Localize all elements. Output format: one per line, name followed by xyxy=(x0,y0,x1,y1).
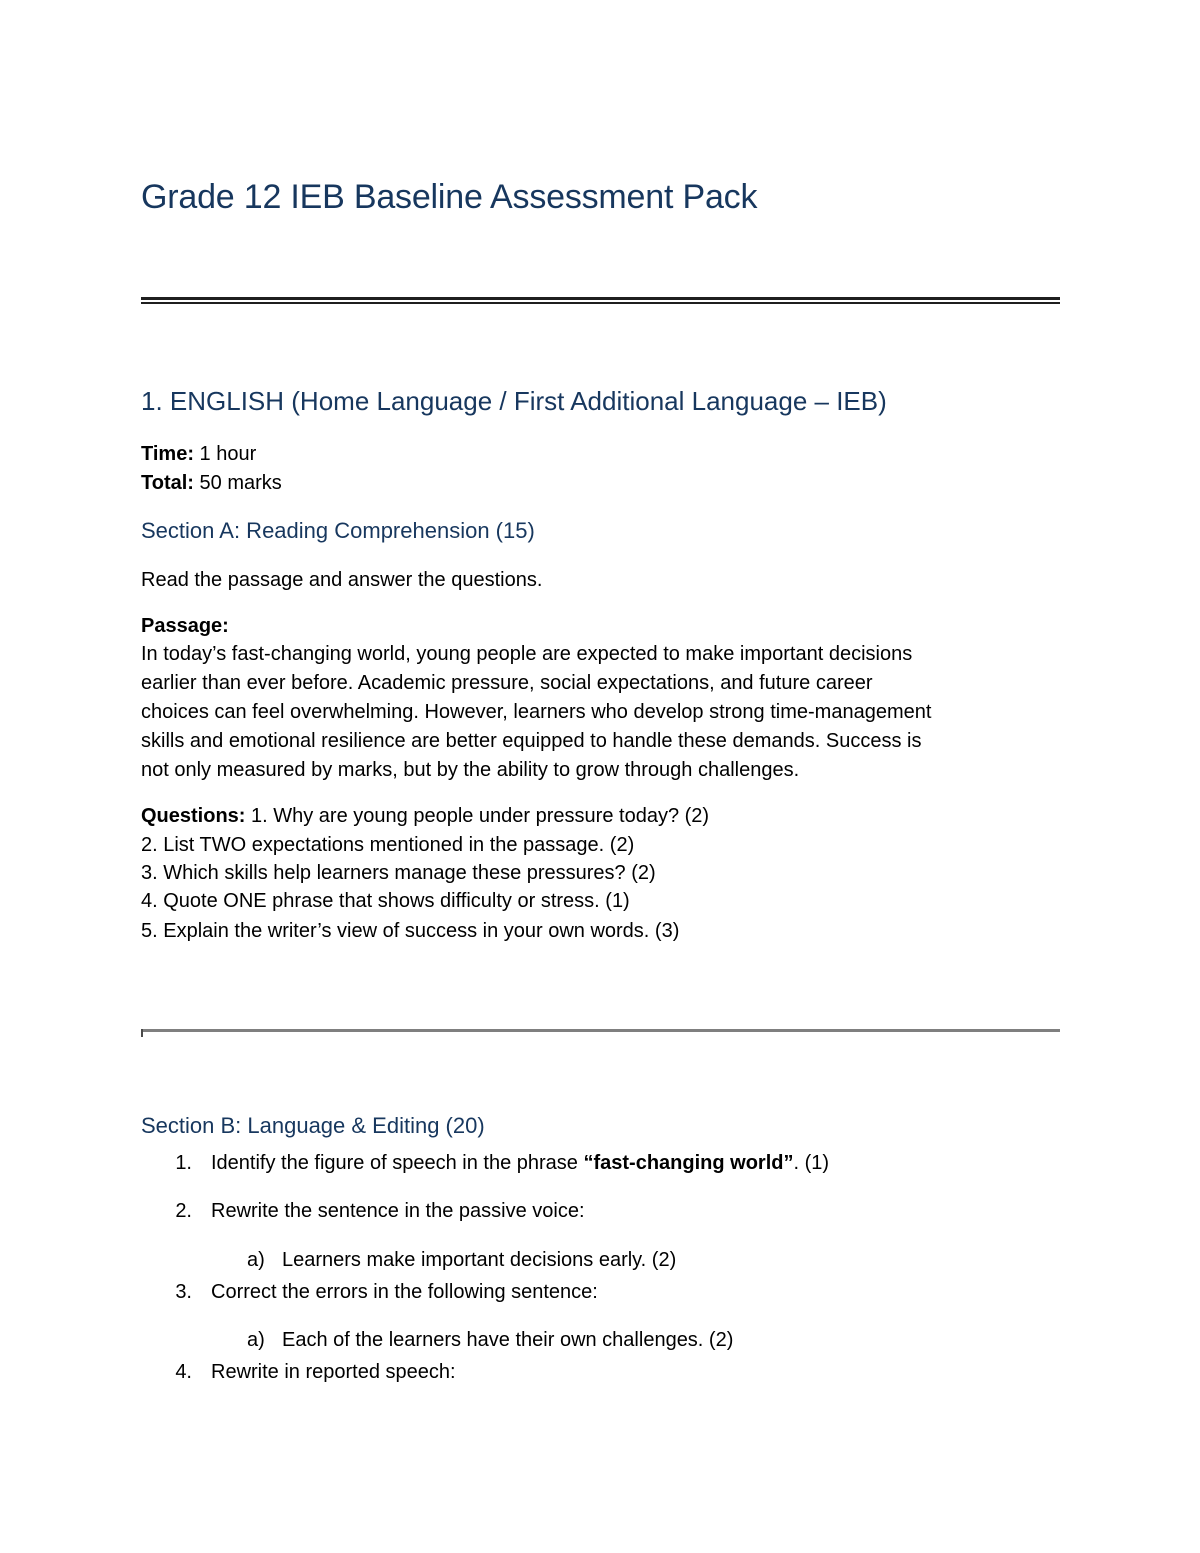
passage-text xyxy=(141,640,1061,785)
question-1-line xyxy=(141,802,709,831)
section-b-heading: Section B: Language & Editing (20) xyxy=(141,1113,485,1138)
passage-line: skills and emotional resilience are better equipped to handle these demands. Success is xyxy=(141,730,922,752)
document-title: Grade 12 IEB Baseline Assessment Pack xyxy=(141,178,758,216)
list-number: 1. xyxy=(175,1152,192,1174)
passage-label: Passage: xyxy=(141,615,229,637)
section-a-instruction: Read the passage and answer the questions. xyxy=(141,569,543,591)
sub-item-text: Learners make important decisions early. (2) xyxy=(282,1249,677,1271)
section-divider xyxy=(141,1029,1060,1032)
list-item-text: Rewrite in reported speech: xyxy=(211,1361,456,1383)
question-item: 2. List TWO expectations mentioned in the passage. (2) xyxy=(141,834,635,856)
total-value: 50 marks xyxy=(199,472,282,494)
list-number: 3. xyxy=(175,1281,192,1303)
list-item-text: Identify the figure of speech in the phrase “fast-changing world”. (1) xyxy=(211,1152,830,1174)
passage-line: In today’s fast-changing world, young people are expected to make important decisions xyxy=(141,643,913,665)
title-divider xyxy=(141,297,1060,305)
list-item-text: Correct the errors in the following sentence: xyxy=(211,1281,598,1303)
passage-line: earlier than ever before. Academic pressure, social expectations, and future career xyxy=(141,672,873,694)
section-a-heading: Section A: Reading Comprehension (15) xyxy=(141,518,535,543)
passage-line: not only measured by marks, but by the ability to grow through challenges. xyxy=(141,759,800,781)
question-item: 5. Explain the writer’s view of success in your own words. (3) xyxy=(141,920,680,942)
section-divider-tick xyxy=(141,1029,143,1037)
sub-item-text: Each of the learners have their own challenges. (2) xyxy=(282,1329,734,1351)
english-heading: 1. ENGLISH (Home Language / First Additional Language – IEB) xyxy=(141,386,887,416)
question-item: 4. Quote ONE phrase that shows difficulty or stress. (1) xyxy=(141,890,630,912)
total-label: Total: xyxy=(141,472,194,494)
list-number: 2. xyxy=(175,1200,192,1222)
list-item-text: Rewrite the sentence in the passive voice: xyxy=(211,1200,585,1222)
time-line xyxy=(141,440,256,469)
question-item: 3. Which skills help learners manage these pressures? (2) xyxy=(141,862,656,884)
list-number: 4. xyxy=(175,1361,192,1383)
sub-item-label: a) xyxy=(247,1329,265,1351)
question-item: 1. Why are young people under pressure today? (2) xyxy=(251,805,710,827)
questions-label: Questions: xyxy=(141,805,246,827)
time-label: Time: xyxy=(141,443,194,465)
passage-line: choices can feel overwhelming. However, learners who develop strong time-management xyxy=(141,701,932,723)
quoted-phrase: “fast-changing world” xyxy=(583,1152,794,1174)
sub-item-label: a) xyxy=(247,1249,265,1271)
time-value: 1 hour xyxy=(199,443,257,465)
total-line xyxy=(141,469,282,498)
